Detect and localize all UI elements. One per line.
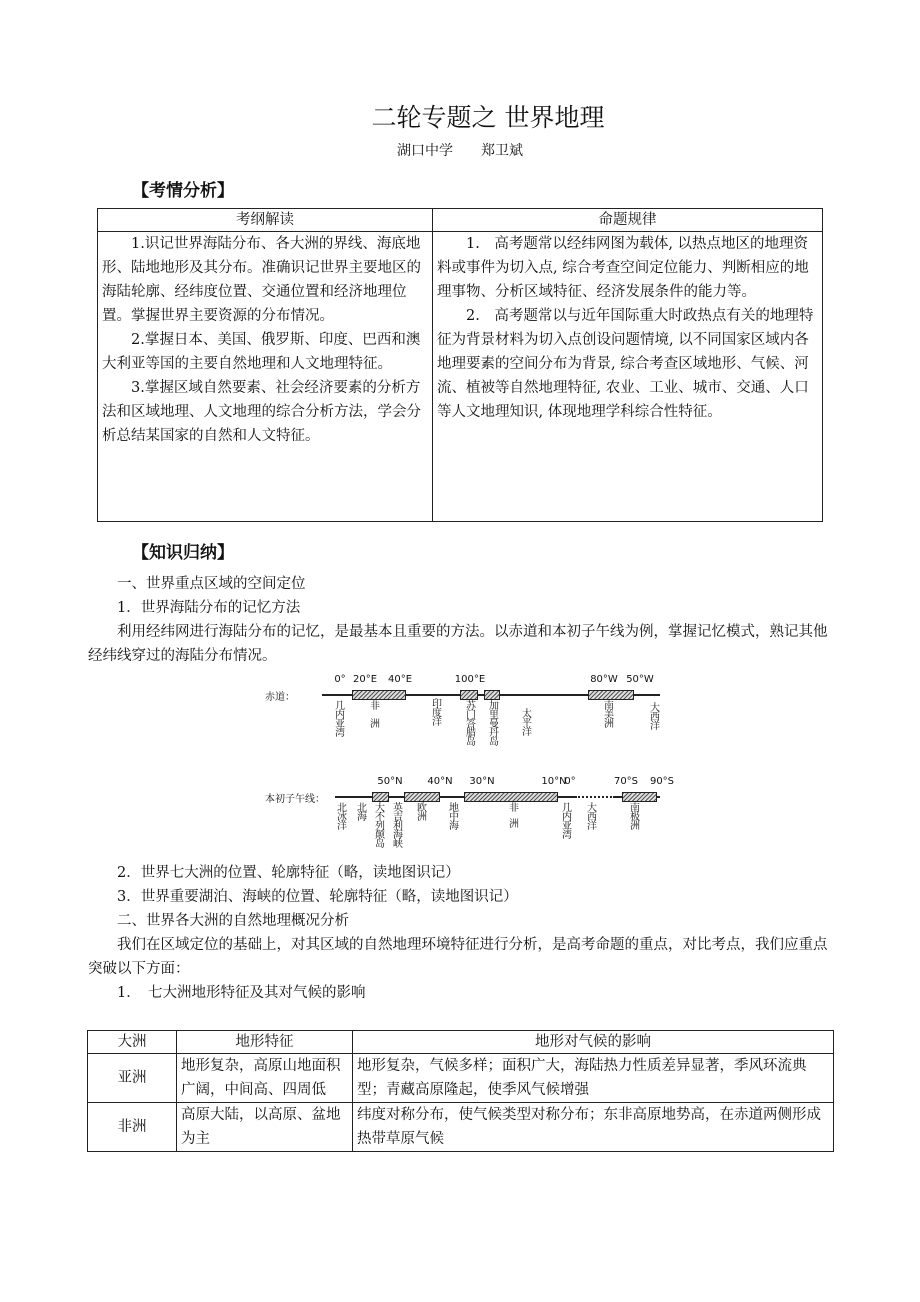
place-label: 印度洋	[429, 698, 441, 725]
place-label: 北海	[354, 802, 366, 820]
paragraph: 2.掌握日本、美国、俄罗斯、印度、巴西和澳大利亚等国的主要自然地理和人文地理特征。	[102, 332, 421, 372]
degree-label: 50°W	[626, 674, 654, 685]
borneo-segment	[484, 690, 500, 700]
continent-cell: 非洲	[88, 1103, 177, 1152]
pattern-cell	[433, 232, 823, 522]
prime-meridian-label: 本初子午线：	[265, 794, 325, 805]
equator-label: 赤道：	[265, 692, 295, 703]
degree-label: 20°E	[352, 674, 378, 685]
text-line: 3．世界重要湖泊、海峡的位置、轮廓特征（略，读地图识记）	[117, 889, 518, 905]
britain-segment	[372, 792, 389, 802]
section-heading-knowledge: 【知识归纳】	[132, 543, 234, 563]
south-america-segment	[588, 690, 634, 700]
paragraph: 3.掌握区域自然要素、社会经济要素的分析方法和区域地理、人文地理的综合分析方法，学会分析总结某国家的自然和人文特征。	[102, 380, 421, 444]
place-label: 欧洲	[414, 802, 426, 820]
degree-label: 90°S	[649, 776, 675, 787]
table-header: 地形特征	[177, 1031, 353, 1054]
table-header: 考纲解读	[98, 209, 433, 232]
table-header: 地形对气候的影响	[353, 1031, 834, 1054]
text-line: 一、世界重点区域的空间定位	[117, 576, 306, 592]
continent-table	[87, 1030, 834, 1152]
europe-segment	[404, 792, 440, 802]
africa-segment	[352, 690, 406, 700]
climate-cell: 纬度对称分布，使气候类型对称分布；东非高原地势高，在赤道两侧形成热带草原气候	[353, 1103, 834, 1152]
place-label: 太平洋	[519, 708, 531, 735]
degree-label: 40°E	[387, 674, 413, 685]
place-label: 加里曼丹岛	[486, 700, 498, 745]
terrain-cell: 地形复杂，高原山地面积广阔，中间高、四周低	[177, 1054, 353, 1103]
table-header: 大洲	[88, 1031, 177, 1054]
sea-land-diagram	[260, 668, 680, 848]
paragraph: 1.识记世界海陆分布、各大洲的界线、海底地形、陆地地形及其分布。准确识记世界主要地区的海陆轮廓、经纬度位置、交通位置和经济地理位置。掌握世界主要资源的分布情况。	[102, 236, 421, 324]
degree-label: 10°N	[541, 776, 567, 787]
place-label: 几内亚湾	[332, 700, 344, 736]
degree-label: 0°	[334, 674, 346, 685]
table-header: 命题规律	[433, 209, 823, 232]
terrain-cell: 高原大陆，以高原、盆地为主	[177, 1103, 353, 1152]
place-label: 大西洋	[584, 802, 596, 829]
analysis-table	[97, 208, 823, 522]
paragraph: 1. 高考题常以经纬网图为载体, 以热点地区的地理资料或事件为切入点, 综合考查空间定位能力、判断相应的地理事物、分析区域特征、经济发展条件的能力等。	[437, 236, 809, 300]
place-label: 南美洲	[601, 700, 613, 727]
text-line: 我们在区域定位的基础上，对其区域的自然地理环境特征进行分析，是高考命题的重点，对比考点，我们应重点突破以下方面：	[88, 937, 828, 977]
sumatra-segment	[460, 690, 478, 700]
degree-label: 70°S	[613, 776, 639, 787]
degree-label: 30°N	[469, 776, 495, 787]
degree-label: 0°	[564, 776, 576, 787]
place-label: 大不列颠岛	[372, 802, 384, 847]
climate-cell: 地形复杂，气候多样；面积广大，海陆热力性质差异显著，季风环流典型；青藏高原隆起，使季风气候增强	[353, 1054, 834, 1103]
degree-label: 100°E	[454, 674, 486, 685]
text-line: 2．世界七大洲的位置、轮廓特征（略，读地图识记）	[117, 865, 460, 881]
text-line: 1． 七大洲地形特征及其对气候的影响	[117, 985, 366, 1001]
syllabus-cell	[98, 232, 433, 522]
text-line: 二、世界各大洲的自然地理概况分析	[117, 913, 349, 929]
place-label: 非洲	[506, 802, 518, 834]
place-label: 几内亚湾	[559, 802, 571, 838]
table-row	[88, 1054, 834, 1103]
table-row	[88, 1103, 834, 1152]
degree-label: 80°W	[590, 674, 618, 685]
page-title: 二轮专题之 世界地理	[371, 103, 605, 132]
paragraph: 2. 高考题常以与近年国际重大时政热点有关的地理特征为背景材料为切入点创设问题情境, 以不同国家区域内各地理要素的空间分布为背景, 综合考查区域地形、气候、河流、植被等自然地理特征, 农业、工业、城市、交通、人口等人文地理知识, 体现地理学科综合性特征。	[437, 308, 814, 420]
place-label: 苏门答腊岛	[463, 700, 475, 745]
text-line: 利用经纬网进行海陆分布的记忆，是最基本且重要的方法。以赤道和本初子午线为例，掌握记忆模式，熟记其他经纬线穿过的海陆分布情况。	[88, 624, 828, 664]
degree-label: 40°N	[427, 776, 453, 787]
continent-cell: 亚洲	[88, 1054, 177, 1103]
place-label: 大西洋	[647, 702, 659, 729]
place-label: 地中海	[446, 802, 458, 829]
text-line: 1．世界海陆分布的记忆方法	[117, 600, 301, 616]
author-line: 湖口中学 郑卫斌	[397, 143, 523, 159]
dotted-segment	[575, 796, 615, 798]
africa-segment	[464, 792, 558, 802]
place-label: 非洲	[367, 700, 379, 736]
section-heading-analysis: 【考情分析】	[132, 181, 234, 201]
place-label: 南极洲	[627, 802, 639, 829]
antarctica-segment	[622, 792, 657, 802]
place-label: 北冰洋	[334, 802, 346, 829]
degree-label: 50°N	[377, 776, 403, 787]
place-label: 英吉利海峡	[390, 802, 402, 847]
